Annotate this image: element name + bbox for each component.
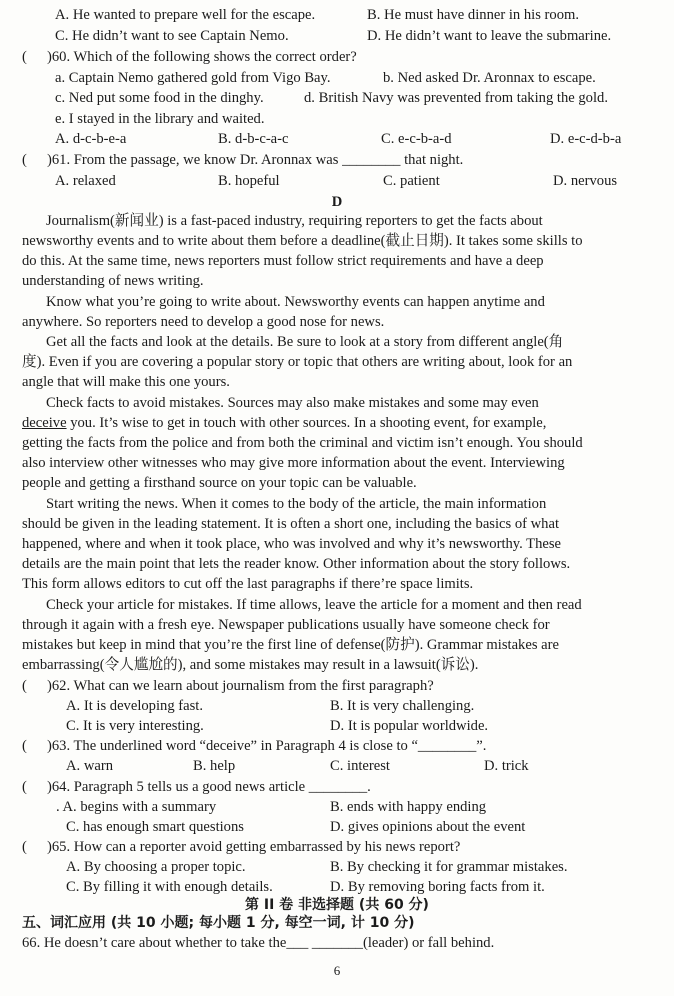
q64-option-d: D. gives opinions about the event [330,819,526,835]
passage-p4-line2-rest: you. It’s wise to get in touch with other sources. In a shooting event, for example, [66,415,547,431]
q60-event-e: e. I stayed in the library and waited. [55,111,265,127]
passage-p4-line5: people and getting a firsthand source on your topic can be valuable. [22,475,417,491]
q60-option-c: C. e-c-b-a-d [381,131,452,147]
q65-option-a: A. By choosing a proper topic. [66,859,246,875]
q61-stem [47,151,463,169]
q61-stem-start: )61. From the passage, we know Dr. Aronnax was [47,152,339,168]
q64-stem: )64. Paragraph 5 tells us a good news article ________. [47,779,371,795]
q62-option-c: C. It is very interesting. [66,718,204,734]
passage-p5-line4: details are the main point that lets the reader know. Other information about the story follows. [22,556,571,572]
q59-option-a: A. He wanted to prepare well for the escape. [55,7,316,23]
q61-option-c: C. patient [383,173,440,189]
page-number: 6 [333,963,341,978]
q63-option-d: D. trick [484,758,529,774]
passage-p4-line2 [22,414,546,432]
q61-option-a: A. relaxed [55,173,116,189]
q62-bracket: ( [22,678,27,694]
q60-option-d: D. e-c-d-b-a [550,131,622,147]
q64-option-b: B. ends with happy ending [330,799,487,815]
passage-p2-line2: anywhere. So reporters need to develop a good nose for news. [22,314,385,330]
q61-option-d: D. nervous [553,173,618,189]
q61-stem-end: that night. [404,152,464,168]
q65-stem: )65. How can a reporter avoid getting embarrassed by his news report? [47,839,461,855]
passage-p4-line1: Check facts to avoid mistakes. Sources may also make mistakes and some may even [46,395,539,411]
q65-option-b: B. By checking it for grammar mistakes. [330,859,568,875]
q62-option-d: D. It is popular worldwide. [330,718,489,734]
passage-p1-line1: Journalism(新闻业) is a fast-paced industry, requiring reporters to get the facts about [46,213,543,229]
q61-option-b: B. hopeful [218,173,280,189]
q63-option-b: B. help [193,758,236,774]
q63-bracket: ( [22,738,27,754]
q59-option-b: B. He must have dinner in his room. [367,7,579,23]
passage-p3-line1: Get all the facts and look at the details. Be sure to look at a story from different angle(角 [46,334,564,350]
passage-p3-line2: 度). Even if you are covering a popular story or topic that others are writing about, look for an [22,354,573,370]
q62-stem: )62. What can we learn about journalism from the first paragraph? [47,678,434,694]
q64-option-a: . A. begins with a summary [56,799,217,815]
q60-bracket: ( [22,49,27,65]
q61-blank: ________ [342,152,401,168]
q64-bracket: ( [22,779,27,795]
q63-option-a: A. warn [66,758,114,774]
passage-p5-line5: This form allows editors to cut off the last paragraphs if there’re space limits. [22,576,474,592]
q59-option-c: C. He didn’t want to see Captain Nemo. [55,28,289,44]
passage-p5-line1: Start writing the news. When it comes to the body of the article, the main information [46,496,547,512]
q61-bracket: ( [22,152,27,168]
q60-event-c: c. Ned put some food in the dinghy. [55,90,264,106]
q59-option-d: D. He didn’t want to leave the submarine. [367,28,612,44]
q65-option-d: D. By removing boring facts from it. [330,879,545,895]
q65-option-c: C. By filling it with enough details. [66,879,273,895]
q60-option-a: A. d-c-b-e-a [55,131,127,147]
part-two-title: 第 II 卷 非选择题 (共 60 分) [245,897,429,913]
section-five-title: 五、词汇应用 (共 10 小题; 每小题 1 分, 每空一词, 计 10 分) [22,915,415,931]
q62-option-b: B. It is very challenging. [330,698,475,714]
section-d-title: D [331,194,343,210]
passage-p4-line3: getting the facts from the police and from both the criminal and victim isn’t enough. You should [22,435,583,451]
passage-p1-line3: do this. At the same time, news reporters must follow strict requirements and have a deep [22,253,544,269]
q60-stem: )60. Which of the following shows the correct order? [47,49,357,65]
passage-p4-line4: also interview other witnesses who may give more information about the event. Interviewing [22,455,565,471]
passage-p6-line4: embarrassing(令人尴尬的), and some mistakes may result in a lawsuit(诉讼). [22,657,479,673]
passage-p5-line2: should be given in the leading statement. It is often a short one, including the basics of what [22,516,560,532]
underlined-word-deceive: deceive [22,415,67,431]
passage-p1-line2: newsworthy events and to write about them before a deadline(截止日期). It takes some skills to [22,233,583,249]
passage-p2-line1: Know what you’re going to write about. Newsworthy events can happen anytime and [46,294,545,310]
passage-p5-line3: happened, where and when it took place, who was involved and why it’s newsworthy. These [22,536,562,552]
q60-event-b: b. Ned asked Dr. Aronnax to escape. [383,70,596,86]
q60-event-a: a. Captain Nemo gathered gold from Vigo Bay. [55,70,331,86]
q63-stem: )63. The underlined word “deceive” in Paragraph 4 is close to “________”. [47,738,487,754]
q63-option-c: C. interest [330,758,390,774]
q66-sentence: 66. He doesn’t care about whether to take the___ _______(leader) or fall behind. [22,935,495,951]
q62-option-a: A. It is developing fast. [66,698,203,714]
passage-p6-line1: Check your article for mistakes. If time allows, leave the article for a moment and then read [46,597,582,613]
q65-bracket: ( [22,839,27,855]
q64-option-c: C. has enough smart questions [66,819,244,835]
passage-p1-line4: understanding of news writing. [22,273,204,289]
q60-event-d: d. British Navy was prevented from taking the gold. [304,90,608,106]
passage-p6-line3: mistakes but keep in mind that you’re the first line of defense(防护). Grammar mistakes are [22,637,559,653]
q60-option-b: B. d-b-c-a-c [218,131,289,147]
passage-p6-line2: through it again with a fresh eye. Newspaper publications usually have someone check for [22,617,550,633]
passage-p3-line3: angle that will make this one yours. [22,374,230,390]
